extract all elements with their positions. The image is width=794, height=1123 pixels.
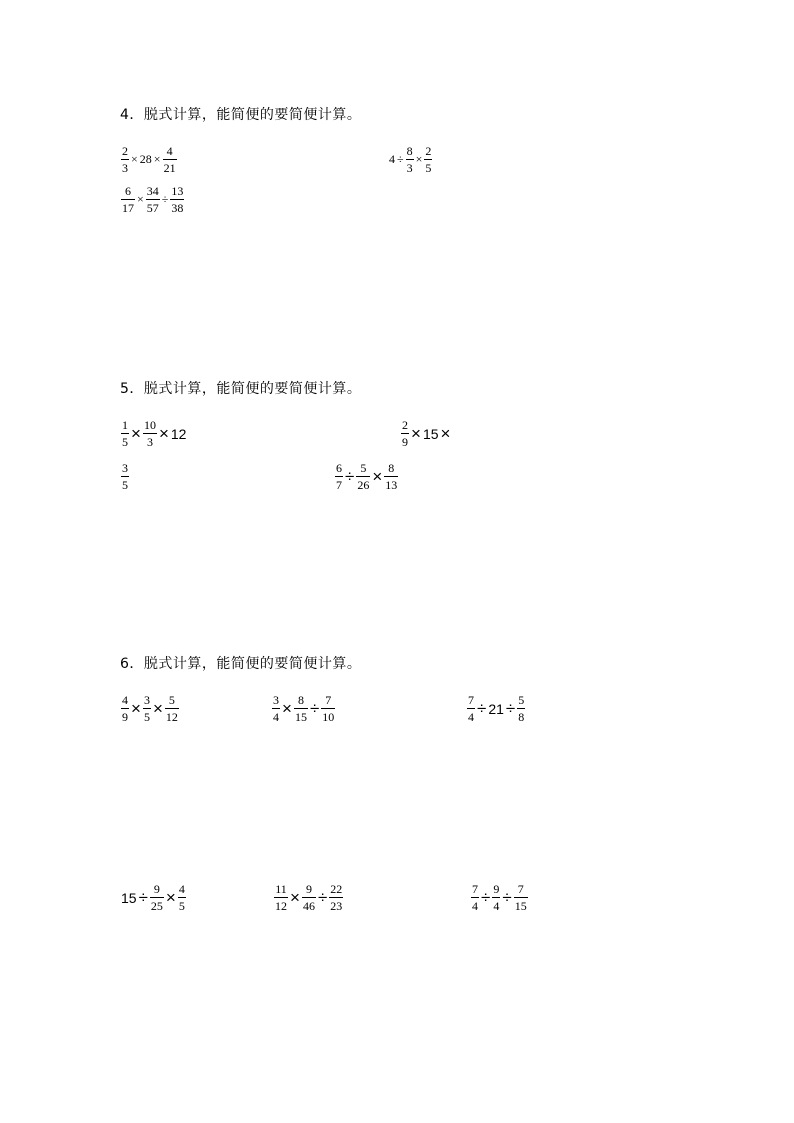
denominator: 17 [122, 201, 134, 215]
q4-expression-2 [388, 145, 433, 174]
denominator: 9 [122, 710, 128, 724]
times-operator: × [411, 423, 421, 443]
whole-number: 28 [139, 152, 152, 166]
q5-expression-1 [120, 419, 187, 448]
fraction-bar [492, 897, 500, 898]
fraction [121, 419, 129, 448]
denominator: 15 [514, 899, 527, 913]
divide-operator: ÷ [161, 192, 169, 206]
denominator: 5 [143, 710, 150, 724]
numerator: 2 [122, 144, 128, 158]
question-6-title: 6．脱式计算，能简便的要简便计算。 [120, 656, 362, 672]
denominator: 12 [165, 710, 178, 724]
divide-operator: ÷ [317, 887, 328, 907]
denominator: 21 [163, 161, 176, 175]
fraction [467, 694, 475, 723]
denominator: 25 [150, 899, 163, 913]
fraction [143, 694, 151, 723]
numerator: 13 [171, 184, 184, 198]
fraction [356, 462, 370, 491]
numerator: 2 [402, 418, 408, 432]
divide-operator: ÷ [477, 698, 487, 718]
numerator: 2 [425, 144, 432, 158]
fraction [143, 419, 157, 448]
denominator: 5 [178, 899, 185, 913]
numerator: 4 [166, 144, 173, 158]
denominator: 3 [146, 435, 153, 449]
times-operator: × [372, 466, 383, 486]
fraction [170, 185, 184, 214]
fraction [471, 883, 479, 912]
fraction-bar [471, 897, 479, 898]
fraction-bar [150, 897, 164, 898]
fraction [165, 694, 179, 723]
numerator: 1 [122, 418, 128, 432]
whole-number: 4 [389, 152, 395, 166]
numerator: 7 [325, 693, 332, 707]
denominator: 7 [336, 478, 342, 492]
fraction-bar [321, 708, 335, 709]
divide-operator: ÷ [502, 887, 512, 907]
fraction [335, 462, 343, 491]
times-operator: × [131, 423, 141, 443]
numerator: 5 [360, 461, 367, 475]
fraction-bar [163, 159, 177, 160]
denominator: 15 [294, 710, 307, 724]
fraction [514, 883, 528, 912]
fraction-bar [302, 897, 316, 898]
divide-operator: ÷ [505, 698, 516, 718]
fraction [492, 883, 500, 912]
fraction-bar [121, 199, 135, 200]
whole-number: 21 [488, 700, 504, 717]
q6-expression-4 [120, 883, 187, 912]
divide-operator: ÷ [138, 887, 148, 907]
numerator: 5 [168, 693, 175, 707]
times-operator: × [153, 152, 161, 166]
fraction-bar [517, 708, 525, 709]
q5-expression-2 [400, 419, 451, 448]
denominator: 3 [122, 161, 128, 175]
fraction [146, 185, 160, 214]
fraction [302, 883, 316, 912]
fraction [329, 883, 343, 912]
times-operator: × [165, 887, 176, 907]
fraction-bar [424, 159, 432, 160]
fraction-bar [143, 708, 151, 709]
fraction-bar [514, 897, 528, 898]
numerator: 7 [472, 882, 478, 896]
denominator: 13 [385, 478, 398, 492]
numerator: 6 [336, 461, 342, 475]
denominator: 4 [273, 710, 279, 724]
numerator: 3 [122, 461, 128, 475]
q5-expression-2-continued [120, 462, 130, 491]
q4-expression-3 [120, 185, 185, 214]
numerator: 22 [330, 882, 343, 896]
fraction-bar [467, 708, 475, 709]
numerator: 4 [178, 882, 185, 896]
fraction [424, 145, 432, 174]
denominator: 5 [425, 161, 432, 175]
q6-expression-1 [120, 694, 180, 723]
whole-number: 15 [422, 425, 439, 442]
times-operator: × [282, 698, 292, 718]
numerator: 9 [305, 882, 312, 896]
numerator: 7 [517, 882, 524, 896]
times-operator: × [440, 423, 451, 443]
fraction-bar [121, 433, 129, 434]
times-operator: × [290, 887, 300, 907]
denominator: 10 [322, 710, 335, 724]
fraction [121, 145, 129, 174]
times-operator: × [137, 192, 144, 206]
numerator: 6 [125, 184, 131, 198]
fraction-bar [335, 476, 343, 477]
denominator: 4 [468, 710, 474, 724]
fraction [121, 185, 135, 214]
whole-number: 12 [170, 425, 187, 442]
fraction [294, 694, 308, 723]
fraction-bar [384, 476, 398, 477]
fraction-bar [401, 433, 409, 434]
fraction [272, 694, 280, 723]
q6-expression-3 [466, 694, 526, 723]
numerator: 3 [143, 693, 150, 707]
denominator: 8 [518, 710, 525, 724]
denominator: 3 [406, 161, 413, 175]
q6-expression-6 [470, 883, 529, 912]
fraction [517, 694, 525, 723]
fraction-bar [178, 897, 186, 898]
fraction-bar [406, 159, 414, 160]
numerator: 3 [273, 693, 279, 707]
denominator: 26 [357, 478, 370, 492]
denominator: 23 [330, 899, 343, 913]
fraction [321, 694, 335, 723]
numerator: 9 [153, 882, 160, 896]
divide-operator: ÷ [345, 466, 355, 486]
denominator: 5 [122, 435, 128, 449]
numerator: 10 [143, 418, 156, 432]
fraction [150, 883, 164, 912]
fraction-bar [146, 199, 160, 200]
numerator: 8 [388, 461, 395, 475]
whole-number: 15 [121, 889, 137, 906]
times-operator: × [131, 152, 138, 166]
fraction-bar [143, 433, 157, 434]
fraction [178, 883, 186, 912]
times-operator: × [152, 698, 163, 718]
q6-expression-5 [273, 883, 344, 912]
numerator: 11 [275, 882, 287, 896]
fraction-bar [170, 199, 184, 200]
numerator: 7 [468, 693, 474, 707]
denominator: 4 [472, 899, 478, 913]
fraction [274, 883, 288, 912]
divide-operator: ÷ [481, 887, 491, 907]
q4-expression-1 [120, 145, 178, 174]
fraction [401, 419, 409, 448]
fraction-bar [329, 897, 343, 898]
question-5-title: 5．脱式计算，能简便的要简便计算。 [120, 381, 362, 397]
times-operator: × [415, 152, 423, 166]
fraction [384, 462, 398, 491]
numerator: 9 [493, 882, 500, 896]
fraction [163, 145, 177, 174]
numerator: 8 [297, 693, 304, 707]
denominator: 38 [171, 201, 184, 215]
q6-expression-2 [271, 694, 336, 723]
divide-operator: ÷ [397, 152, 404, 166]
denominator: 12 [275, 899, 287, 913]
fraction-bar [294, 708, 308, 709]
denominator: 5 [122, 478, 128, 492]
question-4-title: 4．脱式计算，能简便的要简便计算。 [120, 107, 362, 123]
fraction-bar [165, 708, 179, 709]
denominator: 4 [493, 899, 500, 913]
times-operator: × [158, 423, 169, 443]
fraction-bar [121, 476, 129, 477]
divide-operator: ÷ [309, 698, 320, 718]
numerator: 8 [406, 144, 413, 158]
numerator: 5 [518, 693, 525, 707]
fraction-bar [272, 708, 280, 709]
fraction-bar [121, 159, 129, 160]
times-operator: × [131, 698, 141, 718]
fraction [406, 145, 414, 174]
q5-expression-3 [334, 462, 399, 491]
fraction [121, 694, 129, 723]
fraction-bar [274, 897, 288, 898]
fraction [121, 462, 129, 491]
fraction-bar [356, 476, 370, 477]
denominator: 57 [146, 201, 159, 215]
fraction-bar [121, 708, 129, 709]
denominator: 46 [302, 899, 315, 913]
denominator: 9 [402, 435, 408, 449]
numerator: 4 [122, 693, 128, 707]
numerator: 34 [146, 184, 159, 198]
